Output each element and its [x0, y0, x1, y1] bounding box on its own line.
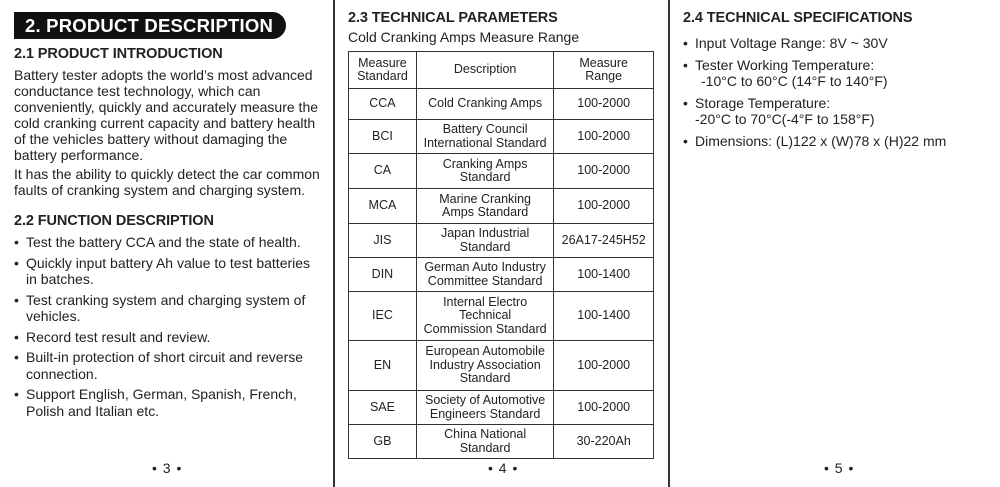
- page-number: • 4 •: [488, 460, 519, 476]
- table-row: CCA Cold Cranking Amps 100-2000: [349, 89, 654, 120]
- function-list: [14, 234, 330, 423]
- table-row: SAE Society of Automotive Engineers Standard 100-2000: [349, 391, 654, 425]
- list-item: • Storage Temperature: -20°C to 70°C(-4°F to 158°F): [683, 95, 993, 128]
- table-row: GB China National Standard 30-220Ah: [349, 425, 654, 459]
- page-divider-right: [668, 0, 670, 487]
- intro-paragraph-2: It has the ability to quickly detect the car common faults of cranking system and charging system.: [14, 166, 320, 199]
- page-3: [0, 0, 332, 487]
- list-item: • Dimensions: (L)122 x (W)78 x (H)22 mm: [683, 133, 993, 150]
- table-row: EN European Automobile Industry Association Standard 100-2000: [349, 341, 654, 391]
- table-row: IEC Internal Electro Technical Commission Standard 100-1400: [349, 292, 654, 341]
- table-row: BCI Battery Council International Standard 100-2000: [349, 120, 654, 154]
- list-item: • Test cranking system and charging system of vehicles.: [14, 292, 330, 325]
- list-item: • Record test result and review.: [14, 329, 330, 346]
- table-caption: Cold Cranking Amps Measure Range: [348, 29, 580, 45]
- table-header-row: [349, 52, 654, 89]
- specifications-heading: 2.4 TECHNICAL SPECIFICATIONS: [683, 10, 913, 26]
- page-5: [672, 0, 1000, 487]
- intro-heading: 2.1 PRODUCT INTRODUCTION: [14, 46, 223, 62]
- list-item: • Quickly input battery Ah value to test batteries in batches.: [14, 255, 330, 288]
- section-title: 2. PRODUCT DESCRIPTION: [14, 12, 286, 39]
- list-item: • Built-in protection of short circuit and reverse connection.: [14, 349, 330, 382]
- intro-paragraph-1: Battery tester adopts the world’s most advanced conductance test technology, which can conveniently, quickly and accurately measure the cold cranking current capacity and battery health of the vehicles battery without damaging the battery performance.: [14, 67, 319, 164]
- list-item: • Test the battery CCA and the state of health.: [14, 234, 330, 251]
- header-measure-range: Measure Range: [554, 52, 654, 89]
- list-item: • Input Voltage Range: 8V ~ 30V: [683, 35, 993, 52]
- page-4: [336, 0, 668, 487]
- header-description: Description: [416, 52, 553, 89]
- table-row: JIS Japan Industrial Standard 26A17-245H52: [349, 224, 654, 258]
- table-row: DIN German Auto Industry Committee Standard 100-1400: [349, 258, 654, 292]
- page-number: • 5 •: [824, 460, 855, 476]
- page-divider-left: [333, 0, 335, 487]
- list-item: • Support English, German, Spanish, French, Polish and Italian etc.: [14, 386, 330, 419]
- table-row: CA Cranking Amps Standard 100-2000: [349, 154, 654, 189]
- list-item: • Tester Working Temperature: -10°C to 60°C (14°F to 140°F): [683, 57, 993, 90]
- page-number: • 3 •: [152, 460, 183, 476]
- parameters-table: [348, 51, 654, 459]
- function-heading: 2.2 FUNCTION DESCRIPTION: [14, 213, 214, 229]
- table-row: MCA Marine Cranking Amps Standard 100-2000: [349, 189, 654, 224]
- header-measure-standard: Measure Standard: [349, 52, 417, 89]
- specifications-list: [683, 35, 993, 153]
- parameters-heading: 2.3 TECHNICAL PARAMETERS: [348, 10, 558, 26]
